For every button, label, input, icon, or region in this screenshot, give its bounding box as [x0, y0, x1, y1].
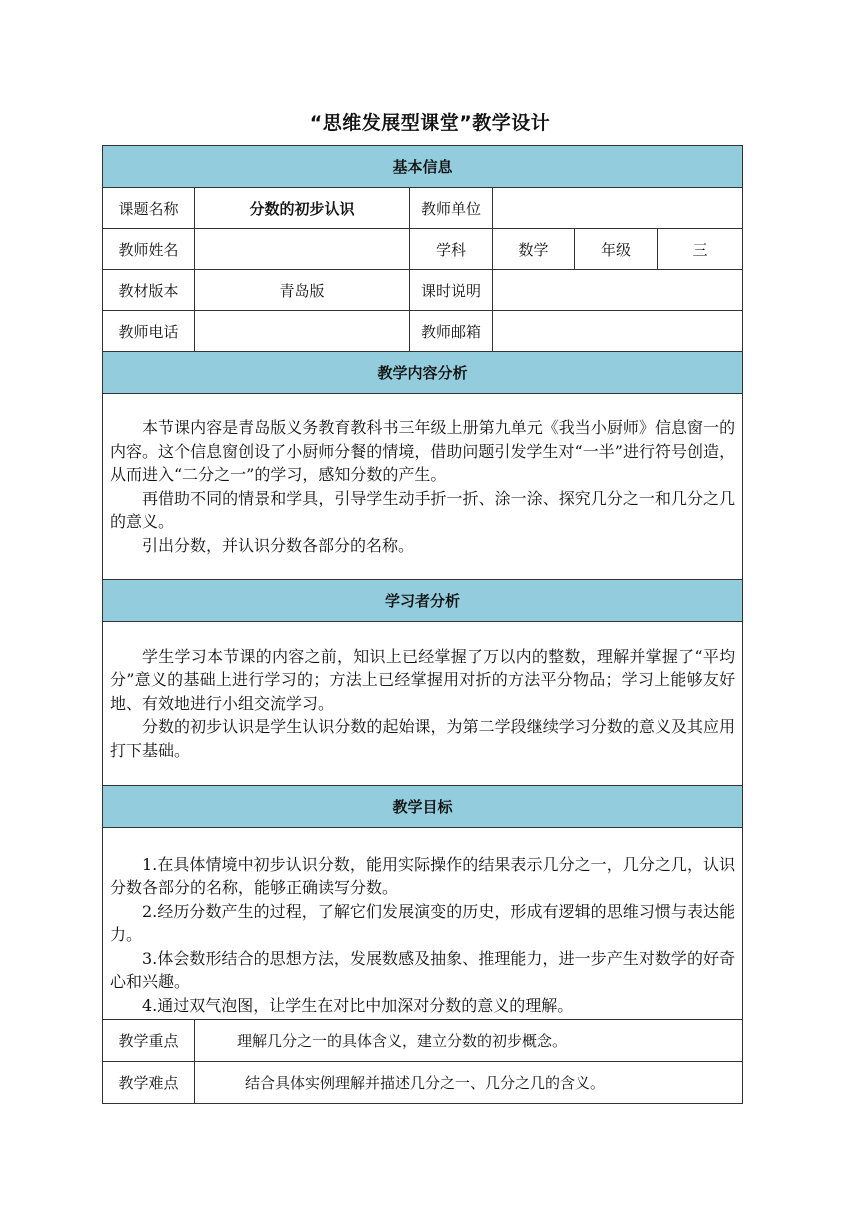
- document-title: “思维发展型课堂”教学设计: [309, 112, 551, 134]
- edition-label: 教材版本: [103, 270, 195, 311]
- teacher-name-label: 教师姓名: [103, 229, 195, 270]
- school-label: 教师单位: [410, 188, 493, 229]
- learner-analysis-header: 学习者分析: [103, 580, 743, 622]
- topic-label: 课题名称: [103, 188, 195, 229]
- content-analysis-paragraph: 引出分数，并认识分数各部分的名称。: [142, 535, 415, 555]
- key-point-row: [103, 1020, 743, 1062]
- email-label: 教师邮箱: [410, 311, 493, 352]
- content-analysis-paragraph: 本节课内容是青岛版义务教育教科书三年级上册第九单元《我当小厨师》信息窗一的内容。这个信息窗创设了小厨师分餐的情境，借助问题引发学生对“一半”进行符号创造，从而进入“二分之一”的学习，感知分数的产生。: [110, 418, 736, 484]
- period-label: 课时说明: [410, 270, 493, 311]
- lesson-design-table: [102, 145, 743, 1104]
- objective-item: 2.经历分数产生的过程，了解它们发展演变的历史，形成有逻辑的思维习惯与表达能力。: [110, 901, 736, 944]
- difficulty-label: 教学难点: [103, 1062, 195, 1104]
- phone-label: 教师电话: [103, 311, 195, 352]
- topic-value: 分数的初步认识: [195, 188, 410, 229]
- objectives-body: [103, 828, 743, 1020]
- email-value: [493, 311, 743, 352]
- edition-value: 青岛版: [195, 270, 410, 311]
- info-row-contact: [103, 311, 743, 352]
- content-analysis-body: [103, 394, 743, 580]
- school-value: [493, 188, 743, 229]
- learner-analysis-body: [103, 622, 743, 786]
- subject-value: 数学: [493, 229, 575, 270]
- difficulty-value: 结合具体实例理解并描述几分之一、几分之几的含义。: [195, 1062, 743, 1104]
- key-point-value: 理解几分之一的具体含义，建立分数的初步概念。: [195, 1020, 743, 1062]
- grade-value: 三: [658, 229, 743, 270]
- difficulty-row: [103, 1062, 743, 1104]
- info-row-edition: [103, 270, 743, 311]
- learner-analysis-paragraph: 学生学习本节课的内容之前，知识上已经掌握了万以内的整数，理解并掌握了“平均分”意义的基础上进行学习的；方法上已经掌握用对折的方法平分物品；学习上能够友好地、有效地进行小组交流学习。: [110, 646, 736, 713]
- teacher-name-value: [195, 229, 410, 270]
- info-row-topic: [103, 188, 743, 229]
- learner-analysis-paragraph: 分数的初步认识是学生认识分数的起始课，为第二学段继续学习分数的意义及其应用打下基础。: [110, 717, 736, 760]
- objective-item: 3.体会数形结合的思想方法，发展数感及抽象、推理能力，进一步产生对数学的好奇心和兴趣。: [110, 948, 736, 991]
- phone-value: [195, 311, 410, 352]
- objective-item: 1.在具体情境中初步认识分数，能用实际操作的结果表示几分之一，几分之几，认识分数各部分的名称，能够正确读写分数。: [110, 854, 736, 897]
- objective-item: 4.通过双气泡图，让学生在对比中加深对分数的意义的理解。: [142, 995, 574, 1015]
- info-row-teacher: [103, 229, 743, 270]
- grade-label: 年级: [575, 229, 658, 270]
- content-analysis-paragraph: 再借助不同的情景和学具，引导学生动手折一折、涂一涂、探究几分之一和几分之几的意义。: [110, 488, 736, 531]
- period-value: [493, 270, 743, 311]
- content-analysis-header: 教学内容分析: [103, 352, 743, 394]
- key-point-label: 教学重点: [103, 1020, 195, 1062]
- objectives-header: 教学目标: [103, 786, 743, 828]
- basic-info-header: 基本信息: [103, 146, 743, 188]
- subject-label: 学科: [410, 229, 493, 270]
